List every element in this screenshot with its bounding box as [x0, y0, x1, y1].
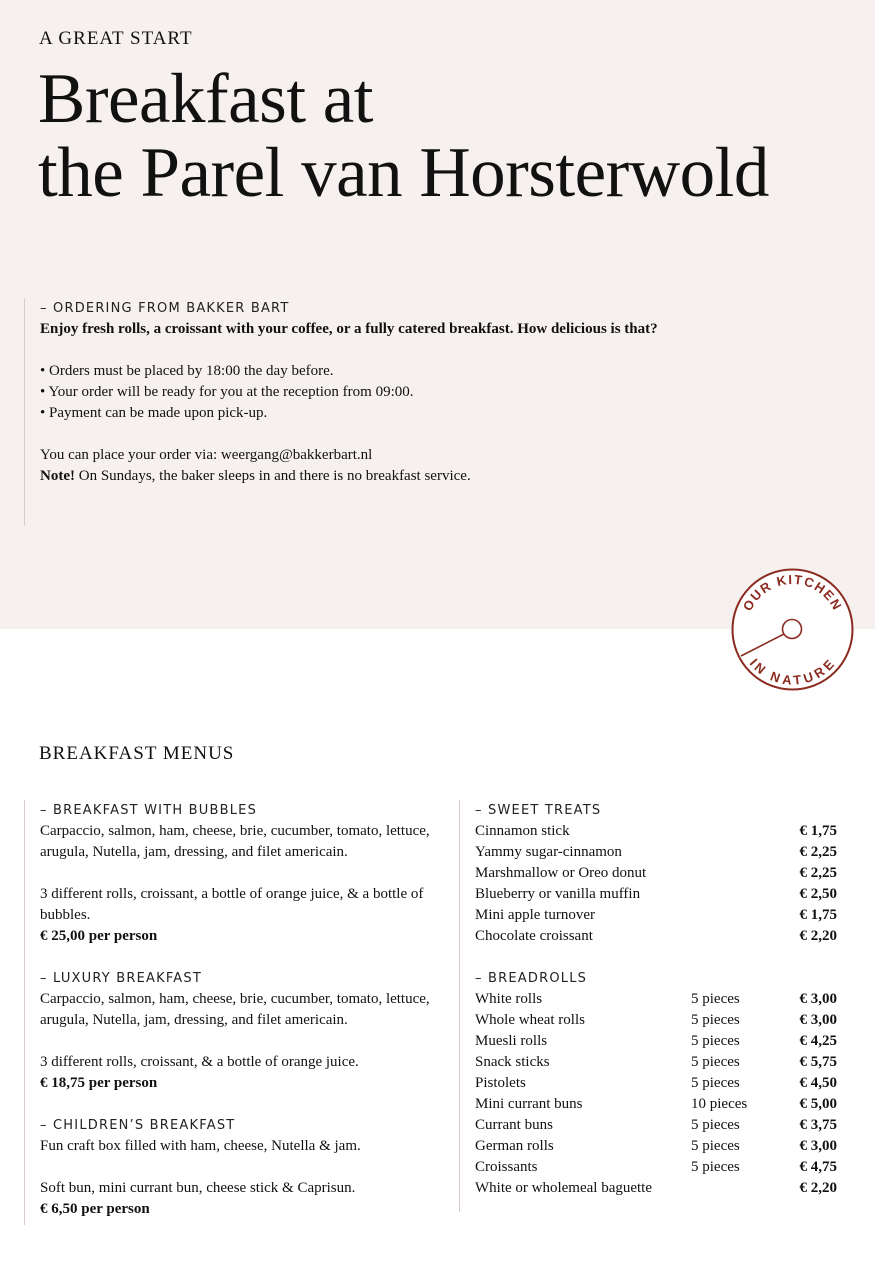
menus-heading: BREAKFAST MENUS — [39, 743, 235, 764]
item-price: € 2,20 — [799, 928, 837, 944]
luxury-price: € 18,75 per person — [40, 1075, 158, 1091]
item-price: € 2,25 — [799, 865, 837, 881]
sweet-item — [475, 884, 849, 905]
item-name: White or wholemeal baguette — [475, 1180, 653, 1196]
item-qty — [691, 1178, 781, 1199]
luxury-desc-2: 3 different rolls, croissant, & a bottle of orange juice. — [40, 1054, 359, 1070]
breadroll-item — [475, 1052, 849, 1073]
item-qty: 5 pieces — [691, 1159, 740, 1175]
item-name: Marshmallow or Oreo donut — [475, 865, 647, 881]
breadroll-item — [475, 1010, 849, 1031]
luxury-kicker: – LUXURY BREAKFAST — [40, 971, 202, 986]
bubbles-desc-1: Carpaccio, salmon, ham, cheese, brie, cucumber, tomato, lettuce, arugula, Nutella, jam, dressing, and filet americain. — [40, 823, 430, 860]
item-name: White rolls — [475, 991, 543, 1007]
badge-dot-icon — [783, 620, 802, 639]
item-qty: 10 pieces — [691, 1096, 748, 1112]
item-name: Chocolate croissant — [475, 928, 593, 944]
item-name: Muesli rolls — [475, 1033, 548, 1049]
children-price: € 6,50 per person — [40, 1201, 150, 1217]
item-price: € 4,25 — [799, 1033, 837, 1049]
item-name: Blueberry or vanilla muffin — [475, 886, 641, 902]
eyebrow-text: A GREAT START — [39, 28, 193, 49]
children-desc-2: Soft bun, mini currant bun, cheese stick & Caprisun. — [40, 1180, 356, 1196]
item-name: German rolls — [475, 1138, 554, 1154]
breadroll-item — [475, 1073, 849, 1094]
bullet-item: • Your order will be ready for you at the reception from 09:00. — [40, 384, 414, 400]
title-line-2: the Parel van Horsterwold — [38, 134, 769, 212]
breadrolls-kicker: – BREADROLLS — [475, 971, 588, 986]
item-price: € 3,00 — [799, 1138, 837, 1154]
luxury-desc-1: Carpaccio, salmon, ham, cheese, brie, cucumber, tomato, lettuce, arugula, Nutella, jam, dressing, and filet americain. — [40, 991, 430, 1028]
sweet-item — [475, 863, 849, 884]
item-qty: 5 pieces — [691, 1033, 740, 1049]
breadroll-item — [475, 1136, 849, 1157]
item-name: Snack sticks — [475, 1054, 550, 1070]
page-title — [38, 62, 769, 210]
item-price: € 5,75 — [799, 1054, 837, 1070]
item-price: € 5,00 — [799, 1096, 837, 1112]
breadroll-item — [475, 1115, 849, 1136]
sweet-item — [475, 842, 849, 863]
breadroll-item — [475, 1094, 849, 1115]
menus-column-left — [24, 800, 454, 1225]
item-price: € 2,25 — [799, 844, 837, 860]
ordering-intro: Enjoy fresh rolls, a croissant with your coffee, or a fully catered breakfast. How delicious is that? — [40, 321, 658, 337]
sweet-kicker: – SWEET TREATS — [475, 803, 602, 818]
ordering-info-block — [24, 298, 724, 526]
breadroll-item — [475, 1157, 849, 1178]
item-qty: 5 pieces — [691, 1075, 740, 1091]
children-kicker: – CHILDREN’S BREAKFAST — [40, 1118, 236, 1133]
breadroll-item — [475, 1178, 849, 1199]
contact-line: You can place your order via: weergang@bakkerbart.nl — [40, 447, 373, 463]
note-label: Note! — [40, 468, 75, 484]
item-name: Mini currant buns — [475, 1096, 583, 1112]
item-qty: 5 pieces — [691, 1054, 740, 1070]
bubbles-kicker: – BREAKFAST WITH BUBBLES — [40, 803, 258, 818]
item-price: € 3,75 — [799, 1117, 837, 1133]
item-qty: 5 pieces — [691, 991, 740, 1007]
sweet-item — [475, 905, 849, 926]
badge-top-text: OUR KITCHEN — [739, 571, 846, 614]
bullet-item: • Payment can be made upon pick-up. — [40, 405, 268, 421]
item-price: € 4,75 — [799, 1159, 837, 1175]
item-name: Currant buns — [475, 1117, 553, 1133]
ordering-kicker: – ORDERING FROM BAKKER BART — [40, 301, 290, 316]
bubbles-price: € 25,00 per person — [40, 928, 158, 944]
item-qty: 5 pieces — [691, 1138, 740, 1154]
item-price: € 3,00 — [799, 1012, 837, 1028]
hero-section — [0, 0, 875, 629]
item-qty: 5 pieces — [691, 1012, 740, 1028]
bubbles-desc-2: 3 different rolls, croissant, a bottle of orange juice, & a bottle of bubbles. — [40, 886, 424, 923]
item-name: Cinnamon stick — [475, 823, 570, 839]
item-name: Yammy sugar-cinnamon — [475, 844, 622, 860]
item-price: € 2,20 — [799, 1180, 837, 1196]
bullet-item: • Orders must be placed by 18:00 the day before. — [40, 363, 334, 379]
note-line — [40, 466, 724, 487]
item-name: Pistolets — [475, 1075, 526, 1091]
menus-column-right — [459, 800, 849, 1212]
item-price: € 1,75 — [799, 907, 837, 923]
children-desc-1: Fun craft box filled with ham, cheese, Nutella & jam. — [40, 1138, 361, 1154]
item-name: Mini apple turnover — [475, 907, 595, 923]
item-price: € 4,50 — [799, 1075, 837, 1091]
item-price: € 2,50 — [799, 886, 837, 902]
sweet-item — [475, 821, 849, 842]
item-qty: 5 pieces — [691, 1117, 740, 1133]
item-price: € 1,75 — [799, 823, 837, 839]
item-name: Croissants — [475, 1159, 538, 1175]
breadroll-item — [475, 989, 849, 1010]
kitchen-in-nature-badge — [731, 568, 854, 691]
title-line-1: Breakfast at — [38, 60, 374, 138]
item-name: Whole wheat rolls — [475, 1012, 585, 1028]
note-text: On Sundays, the baker sleeps in and there is no breakfast service. — [74, 468, 471, 484]
breadroll-item — [475, 1031, 849, 1052]
badge-bottom-text: IN NATURE — [746, 655, 838, 688]
sweet-item — [475, 926, 849, 947]
item-price: € 3,00 — [799, 991, 837, 1007]
